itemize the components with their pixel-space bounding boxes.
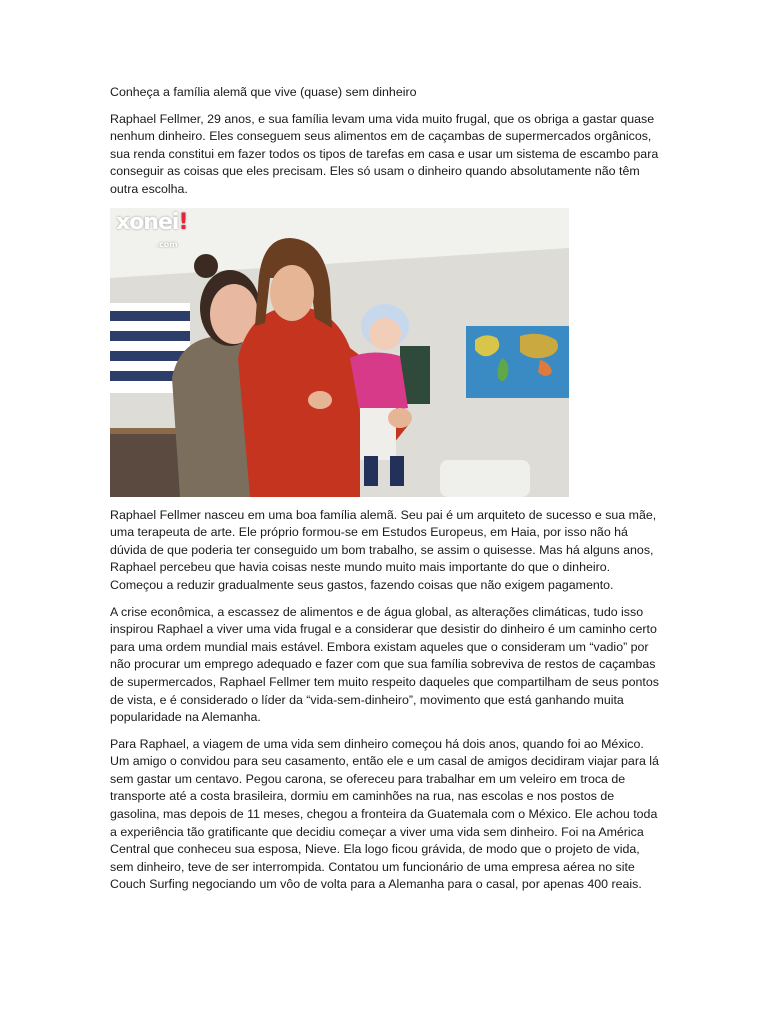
family-photo bbox=[110, 208, 569, 497]
family-photo-illustration bbox=[110, 208, 569, 497]
body-paragraph-1: Raphael Fellmer nasceu em uma boa família alemã. Seu pai é um arquiteto de sucesso e sua mãe, uma terapeuta de arte. Ele próprio formou-se em Estudos Europeus, em Haia, por isso não há dúvida de que poderia ter conseguido um bom trabalho, se assim o quisesse. Mas há alguns anos, Raphael percebeu que havia coisas neste mundo muito mais importante do que o dinheiro. Começou a reduzir gradualmente seus gastos, fazendo coisas que não exigem pagamento. bbox=[110, 507, 657, 592]
watermark-domain: .com bbox=[156, 239, 178, 249]
xonei-watermark-logo bbox=[116, 209, 188, 249]
watermark-exclaim: ! bbox=[178, 209, 188, 235]
article-title: Conheça a família alemã que vive (quase) sem dinheiro bbox=[110, 85, 417, 99]
intro-paragraph: Raphael Fellmer, 29 anos, e sua família levam uma vida muito frugal, que os obriga a gastar quase nenhum dinheiro. Eles conseguem seus alimentos em de caçambas de supermercados orgânicos, sua renda constitui em fazer todos os tipos de tarefas em casa e usar um sistema de escambo para conseguir as coisas que eles precisam. Eles só usam o dinheiro quando absolutamente não têm outra escolha. bbox=[110, 111, 659, 196]
article-body bbox=[110, 84, 662, 903]
world-map-poster bbox=[466, 326, 569, 398]
body-paragraph-3: Para Raphael, a viagem de uma vida sem dinheiro começou há dois anos, quando foi ao México. Um amigo o convidou para seu casamento, então ele e um casal de amigos decidiram viajar para lá sem gastar um centavo. Pegou carona, se ofereceu para trabalhar em um veleiro em troca de transporte até a costa brasileira, dormiu em caminhões na rua, nas escolas e nos postos de gasolina, mas depois de 11 meses, chegou a fronteira da Guatemala com o México. Ele achou toda a experiência tão gratificante que decidiu começar a viver uma vida sem dinheiro. Foi na América Central que conheceu sua esposa, Nieve. Ela logo ficou grávida, de modo que o projeto de vida, sem dinheiro, teve de ser interrompida. Contatou um funcionário de uma empresa aérea no site Couch Surfing negociando um vôo de volta para a Alemanha para o casal, por apenas 400 reais. bbox=[110, 736, 659, 892]
body-paragraph-2: A crise econômica, a escassez de alimentos e de água global, as alterações climáticas, tudo isso inspirou Raphael a viver uma vida frugal e a considerar que desistir do dinheiro é um caminho certo para uma ordem mundial mais estável. Embora existam aqueles que o consideram um “vadio” por não procurar um emprego adequado e fazer com que sua família sobreviva de restos de caçambas de supermercados, Raphael Fellmer tem muito respeito daqueles que compartilham de seus pontos de vista, e é considerado o líder da “vida-sem-dinheiro”, movimento que está ganhando muita popularidade na Alemanha. bbox=[110, 604, 659, 725]
watermark-text: xonei bbox=[116, 209, 179, 235]
